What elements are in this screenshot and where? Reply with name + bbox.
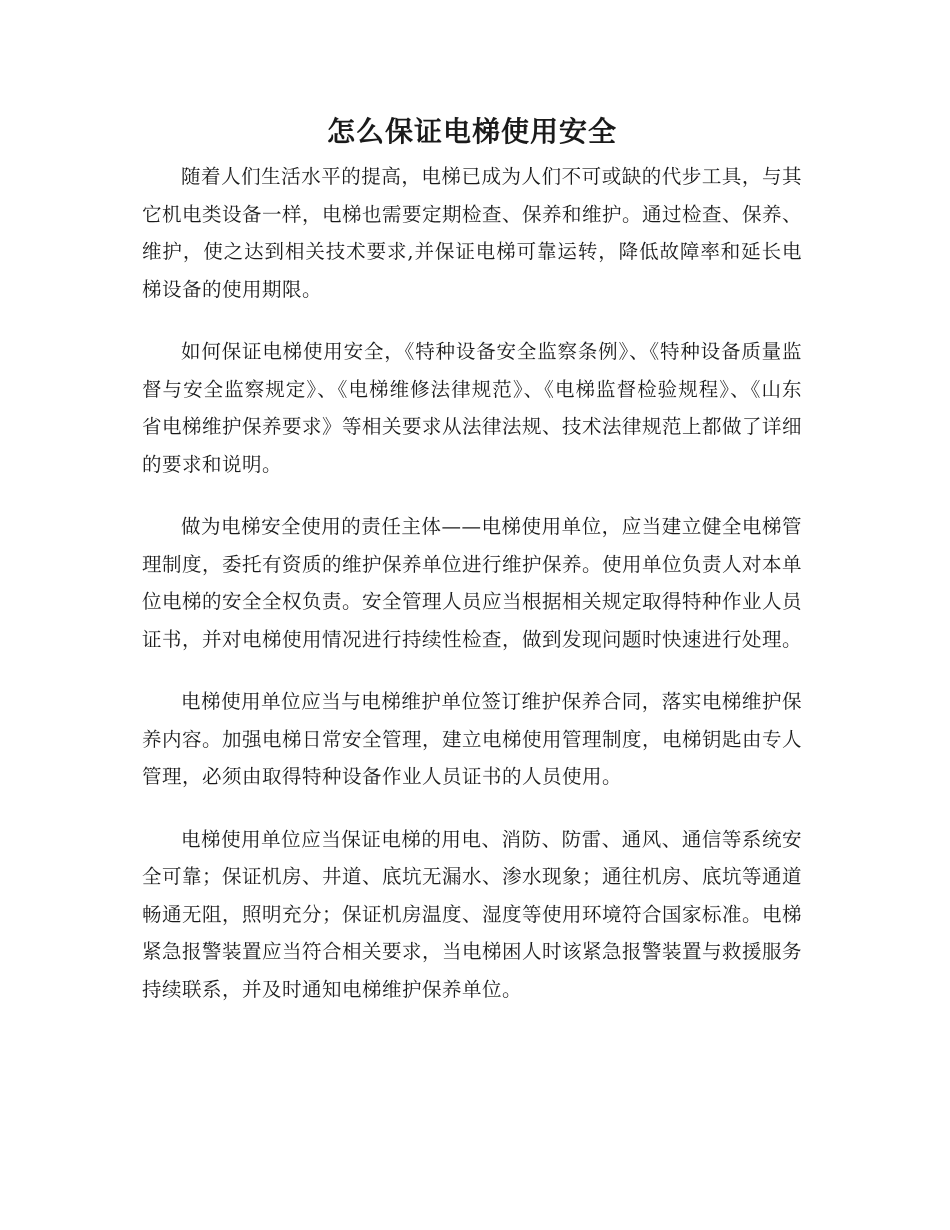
- document-title: 怎么保证电梯使用安全: [326, 115, 617, 148]
- document-body: [142, 112, 802, 1033]
- paragraph-4: 电梯使用单位应当与电梯维护单位签订维护保养合同，落实电梯维护保养内容。加强电梯日常安全管理，建立电梯使用管理制度，电梯钥匙由专人管理，必须由取得特种设备作业人员证书的人员使用。: [142, 690, 803, 788]
- paragraph-5: 电梯使用单位应当保证电梯的用电、消防、防雷、通风、通信等系统安全可靠；保证机房、井道、底坑无漏水、渗水现象；通往机房、底坑等通道畅通无阻，照明充分；保证机房温度、湿度等使用环境符合国家标准。电梯紧急报警装置应当符合相关要求，当电梯困人时该紧急报警装置与救援服务持续联系，并及时通知电梯维护保养单位。: [142, 827, 803, 1001]
- paragraph-1: 随着人们生活水平的提高，电梯已成为人们不可或缺的代步工具，与其它机电类设备一样，电梯也需要定期检查、保养和维护。通过检查、保养、维护，使之达到相关技术要求,并保证电梯可靠运转，降低故障率和延长电梯设备的使用期限。: [142, 165, 803, 301]
- paragraph-2: 如何保证电梯使用安全，《特种设备安全监察条例》、《特种设备质量监督与安全监察规定》、《电梯维修法律规范》、《电梯监督检验规程》、《山东省电梯维护保养要求》等相关要求从法律法规、技术法律规范上都做了详细的要求和说明。: [142, 340, 803, 476]
- paragraph-3: 做为电梯安全使用的责任主体——电梯使用单位，应当建立健全电梯管理制度，委托有资质的维护保养单位进行维护保养。使用单位负责人对本单位电梯的安全全权负责。安全管理人员应当根据相关规定取得特种作业人员证书，并对电梯使用情况进行持续性检查，做到发现问题时快速进行处理。: [142, 515, 803, 651]
